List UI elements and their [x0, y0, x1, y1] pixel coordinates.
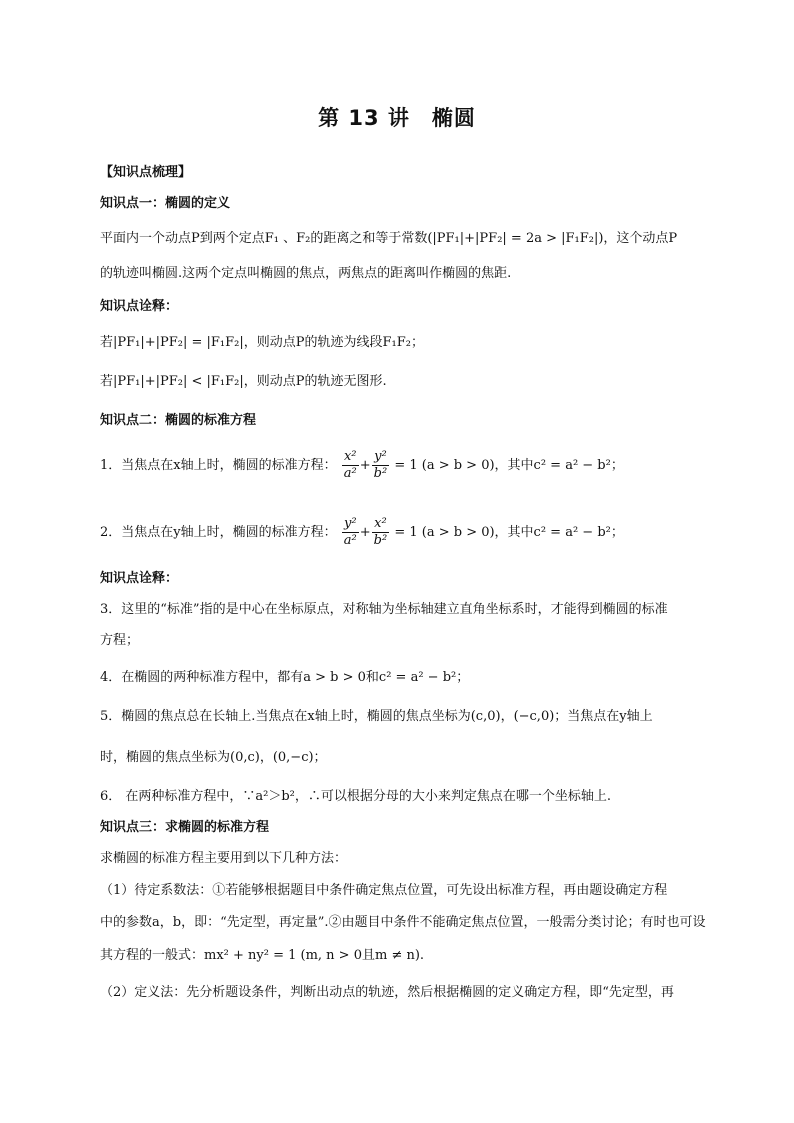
kp3-method1-line-c: 其方程的一般式：mx² + ny² = 1 (m, n > 0且m ≠ n). [100, 948, 425, 963]
kp3-method1-line-b: 中的参数a，b，即：“先定型，再定量”.②由题目中条件不能确定焦点位置，一般需分类讨论；有时也可设 [100, 915, 706, 930]
frac-numerator: x² [372, 516, 390, 533]
fraction-y2-over-b2 [372, 449, 390, 482]
fraction-y2-over-a2 [342, 516, 359, 549]
frac-numerator: x² [342, 449, 359, 466]
kp2-item1-prefix: 1．当焦点在x轴上时，椭圆的标准方程： [100, 458, 337, 473]
note2-heading: 知识点诠释： [100, 571, 179, 586]
frac-numerator: y² [372, 449, 390, 466]
kp1-paragraph-line1: 平面内一个动点P到两个定点F₁ 、F₂的距离之和等于常数(|PF₁|+|PF₂| = 2a > |F₁F₂|)，这个动点P [100, 231, 678, 246]
note-3-line-b: 方程； [100, 633, 140, 648]
note-3-line-a: 3．这里的“标准”指的是中心在坐标原点，对称轴为坐标轴建立直角坐标系时，才能得到椭圆的标准 [100, 602, 668, 617]
note-6: 6． 在两种标准方程中，∵a²＞b²，∴可以根据分母的大小来判定焦点在哪一个坐标轴上. [100, 789, 612, 804]
frac-denominator: b² [373, 466, 388, 481]
note-5-line-b: 时，椭圆的焦点坐标为(0,c)，(0,−c)； [100, 750, 327, 765]
overview-heading: 【知识点梳理】 [100, 165, 192, 180]
note-5-line-a: 5．椭圆的焦点总在长轴上.当焦点在x轴上时，椭圆的焦点坐标为(c,0)，(−c,0)；当焦点在y轴上 [100, 709, 653, 724]
kp2-item1 [100, 448, 624, 484]
note-4: 4．在椭圆的两种标准方程中，都有a > b > 0和c² = a² − b²； [100, 670, 470, 685]
kp1-heading: 知识点一：椭圆的定义 [100, 196, 231, 211]
kp2-item2-suffix: = 1 (a > b > 0)，其中c² = a² − b²； [394, 525, 624, 540]
note1-line-b: 若|PF₁|+|PF₂| < |F₁F₂|，则动点P的轨迹无图形. [100, 374, 387, 389]
kp2-item2 [100, 515, 624, 551]
frac-denominator: b² [373, 533, 388, 548]
note1-heading: 知识点诠释： [100, 299, 179, 314]
fraction-x2-over-b2 [372, 516, 390, 549]
kp3-intro: 求椭圆的标准方程主要用到以下几种方法： [100, 851, 348, 866]
frac-numerator: y² [342, 516, 359, 533]
plus-sign: + [359, 458, 371, 473]
kp3-method2-line-a: （2）定义法：先分析题设条件，判断出动点的轨迹，然后根据椭圆的定义确定方程，即“先定型，再 [100, 985, 674, 1000]
kp2-item1-suffix: = 1 (a > b > 0)，其中c² = a² − b²； [394, 458, 624, 473]
kp2-heading: 知识点二：椭圆的标准方程 [100, 413, 257, 428]
kp3-method1-line-a: （1）待定系数法：①若能够根据题目中条件确定焦点位置，可先设出标准方程，再由题设确定方程 [100, 883, 668, 898]
frac-denominator: a² [343, 466, 357, 481]
kp2-item2-prefix: 2．当焦点在y轴上时，椭圆的标准方程： [100, 525, 337, 540]
kp1-paragraph-line2: 的轨迹叫椭圆.这两个定点叫椭圆的焦点，两焦点的距离叫作椭圆的焦距. [100, 266, 512, 281]
plus-sign: + [359, 525, 371, 540]
kp3-heading: 知识点三：求椭圆的标准方程 [100, 820, 270, 835]
fraction-x2-over-a2 [342, 449, 359, 482]
frac-denominator: a² [343, 533, 357, 548]
page-title: 第 13 讲 椭圆 [318, 106, 476, 130]
note1-line-a: 若|PF₁|+|PF₂| = |F₁F₂|，则动点P的轨迹为线段F₁F₂； [100, 335, 424, 350]
